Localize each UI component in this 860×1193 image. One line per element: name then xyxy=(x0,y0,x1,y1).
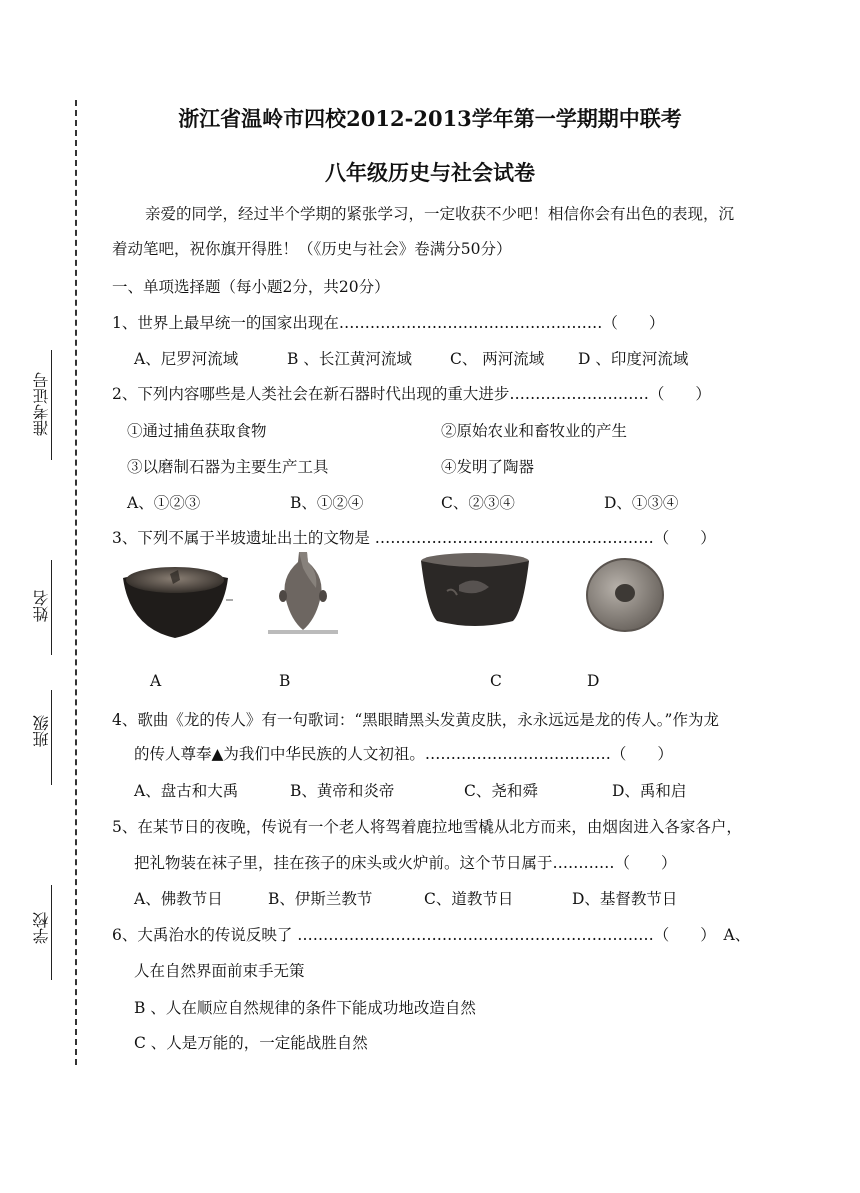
q2-option-c[interactable]: C、②③④ xyxy=(441,494,515,512)
q5-option-d[interactable]: D、基督教节日 xyxy=(572,890,678,908)
q3-label-d[interactable]: D xyxy=(587,672,600,690)
name-field[interactable] xyxy=(51,560,52,655)
class-field[interactable] xyxy=(51,690,52,785)
q1-stem: 1、世界上最早统一的国家出现在……………………………………………（ ） xyxy=(112,314,665,332)
q6-option-c[interactable]: C 、人是万能的，一定能战胜自然 xyxy=(134,1034,368,1052)
q1-option-a[interactable]: A、尼罗河流域 xyxy=(134,350,239,368)
q1-option-c[interactable]: C、 两河流域 xyxy=(450,350,545,368)
artifact-image-c-black-pottery-vessel xyxy=(419,551,531,631)
q3-label-a[interactable]: A xyxy=(150,672,162,690)
artifact-image-b-pointed-bottle xyxy=(268,548,338,636)
q6-option-b[interactable]: B 、人在顺应自然规律的条件下能成功地改造自然 xyxy=(134,999,476,1017)
side-label-name: 姓名 xyxy=(32,590,51,622)
q6-stem: 6、大禹治水的传说反映了 ……………………………………………………………（ ） A、 xyxy=(112,926,751,944)
q4-option-d[interactable]: D、禹和启 xyxy=(612,782,687,800)
q2-stem: 2、下列内容哪些是人类社会在新石器时代出现的重大进步………………………（ ） xyxy=(112,385,711,403)
section-heading: 一、单项选择题（每小题2分，共20分） xyxy=(112,278,390,296)
q2-item-4: ④发明了陶器 xyxy=(441,458,535,476)
page-title: 浙江省温岭市四校2012-2013学年第一学期期中联考 xyxy=(178,106,682,131)
page-subtitle: 八年级历史与社会试卷 xyxy=(325,160,535,185)
q4-stem-line-1: 4、歌曲《龙的传人》有一句歌词：“黑眼睛黑头发黄皮肤，永永远远是龙的传人。”作为龙 xyxy=(112,711,719,729)
q5-stem-line-2: 把礼物装在袜子里，挂在孩子的床头或火炉前。这个节日属于…………（ ） xyxy=(134,854,677,872)
q4-option-a[interactable]: A、盘古和大禹 xyxy=(134,782,239,800)
q5-option-a[interactable]: A、佛教节日 xyxy=(134,890,223,908)
intro-line-2: 着动笔吧，祝你旗开得胜！（《历史与社会》卷满分50分） xyxy=(112,240,512,258)
side-label-class: 班级 xyxy=(32,715,51,747)
q2-item-3: ③以磨制石器为主要生产工具 xyxy=(127,458,329,476)
side-label-exam-number: 准考证号 xyxy=(32,372,51,436)
q2-option-b[interactable]: B、①②④ xyxy=(290,494,364,512)
q2-option-d[interactable]: D、①③④ xyxy=(604,494,679,512)
q5-option-c[interactable]: C、道教节日 xyxy=(424,890,514,908)
artifact-image-a-pottery-bowl xyxy=(118,556,233,641)
q3-label-b[interactable]: B xyxy=(279,672,291,690)
q2-option-a[interactable]: A、①②③ xyxy=(127,494,201,512)
q6-option-a[interactable]: 人在自然界面前束手无策 xyxy=(134,962,305,980)
q5-option-b[interactable]: B、伊斯兰教节 xyxy=(268,890,373,908)
q4-option-c[interactable]: C、尧和舜 xyxy=(464,782,538,800)
intro-line-1: 亲爱的同学，经过半个学期的紧张学习，一定收获不少吧！相信你会有出色的表现，沉 xyxy=(145,205,735,223)
q1-option-b[interactable]: B 、长江黄河流域 xyxy=(287,350,412,368)
artifact-image-d-spindle-whorl xyxy=(584,556,666,634)
q4-stem-line-2: 的传人尊奉▲为我们中华民族的人文初祖。………………………………（ ） xyxy=(134,745,673,763)
binding-dashed-line xyxy=(75,100,77,1065)
q3-stem: 3、下列不属于半坡遗址出土的文物是 ………………………………………………（ ） xyxy=(112,529,716,547)
side-label-school: 学校 xyxy=(32,912,51,944)
exam-number-field[interactable] xyxy=(51,350,52,460)
school-field[interactable] xyxy=(51,885,52,980)
q4-option-b[interactable]: B、黄帝和炎帝 xyxy=(290,782,395,800)
q1-option-d[interactable]: D 、印度河流域 xyxy=(578,350,689,368)
q2-item-1: ①通过捕鱼获取食物 xyxy=(127,422,267,440)
q3-label-c[interactable]: C xyxy=(490,672,502,690)
q5-stem-line-1: 5、在某节日的夜晚，传说有一个老人将驾着鹿拉地雪橇从北方而来，由烟囱进入各家各户， xyxy=(112,818,742,836)
q2-item-2: ②原始农业和畜牧业的产生 xyxy=(441,422,628,440)
